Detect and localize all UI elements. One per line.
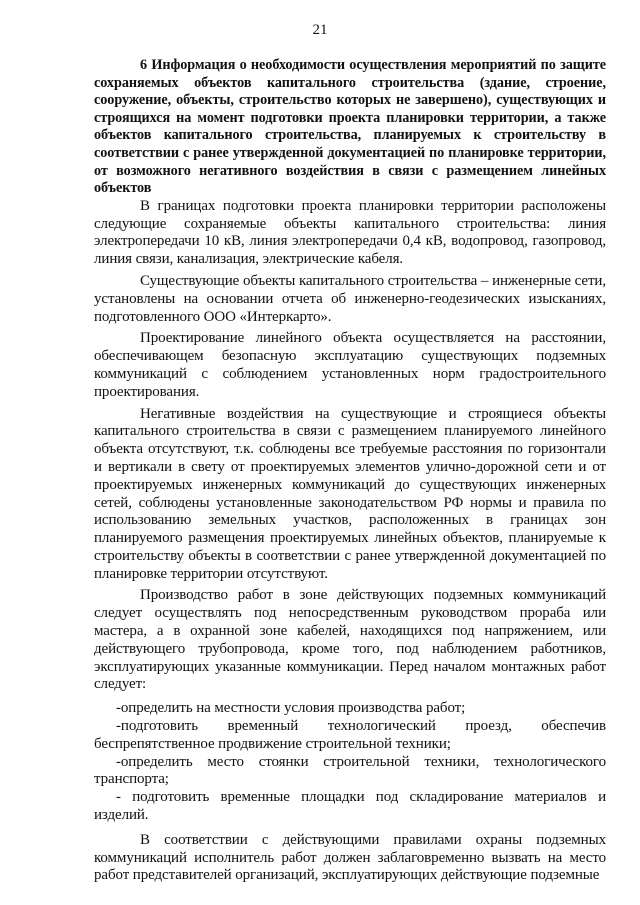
paragraph-utility-representatives: В соответствии с действующими правилами охраны подземных коммуникаций исполнитель работ должен заблаговременно вызвать на место работ представителей организаций, эксплуатирующих действующие подземные <box>94 831 606 884</box>
paragraph-negative-impact: Негативные воздействия на существующие и строящиеся объекты капитального строительства в связи с размещением планируемого линейного объекта отсутствуют, т.к. соблюдены все требуемые расстояния по горизонтали и вертикали в свету от проектируемых элементов улично-дорожной сети и от проектируемых инженерных коммуникаций до существующих инженерных сетей, соблюдены установленные законодательством РФ нормы и правила по использованию земельных участков, расположенных в границах зон планируемого размещения проектируемых линейных объектов, планируемые к строительству объекты в соответствии с ранее утвержденной документацией по планировке территории отсутствуют. <box>94 405 606 582</box>
list-item-vehicle-parking: -определить место стоянки строительной техники, технологического транспорта; <box>94 753 606 788</box>
page-content <box>94 57 606 885</box>
paragraph-design-distance: Проектирование линейного объекта осуществляется на расстоянии, обеспечивающем безопасную эксплуатацию существующих подземных коммуникаций с соблюдением установленных норм градостроительного проектирования. <box>94 330 606 400</box>
page-number: 21 <box>312 22 328 38</box>
paragraph-work-execution: Производство работ в зоне действующих подземных коммуникаций следует осуществлять под непосредственным руководством прораба или мастера, а в охранной зоне кабелей, находящихся под напряжением, или действующего трубопровода, кроме того, под наблюдением работников, эксплуатирующих указанные коммуникации. Перед началом монтажных работ следует: <box>94 587 606 693</box>
paragraph-survey-basis: Существующие объекты капитального строительства – инженерные сети, установлены на основании отчета об инженерно-геодезических изысканиях, подготовленного ООО «Интеркарто». <box>94 272 606 325</box>
paragraph-existing-objects: В границах подготовки проекта планировки территории расположены следующие сохраняемые объекты капитального строительства: линия электропередачи 10 кВ, линия электропередачи 0,4 кВ, водопровод, газопровод, линия связи, канализация, электрические кабеля. <box>94 197 606 268</box>
list-item-temporary-passage: -подготовить временный технологический проезд, обеспечив беспрепятственное продвижение строительной техники; <box>94 718 606 752</box>
list-item-site-conditions: -определить на местности условия производства работ; <box>116 700 466 717</box>
section-heading: 6 Информация о необходимости осуществления мероприятий по защите сохраняемых объектов капитального строительства (здание, строение, сооружение, объекты, строительство которых не завершено), существующих и строящихся на момент подготовки проекта планировки территории, а также объектов капитального строительства, планируемых к строительству в соответствии с ранее утвержденной документацией по планировке территории, от возможного негативного воздействия в связи с размещением линейных объектов <box>94 57 606 197</box>
list-item-storage-areas: - подготовить временные площадки под складирование материалов и изделий. <box>94 789 606 824</box>
